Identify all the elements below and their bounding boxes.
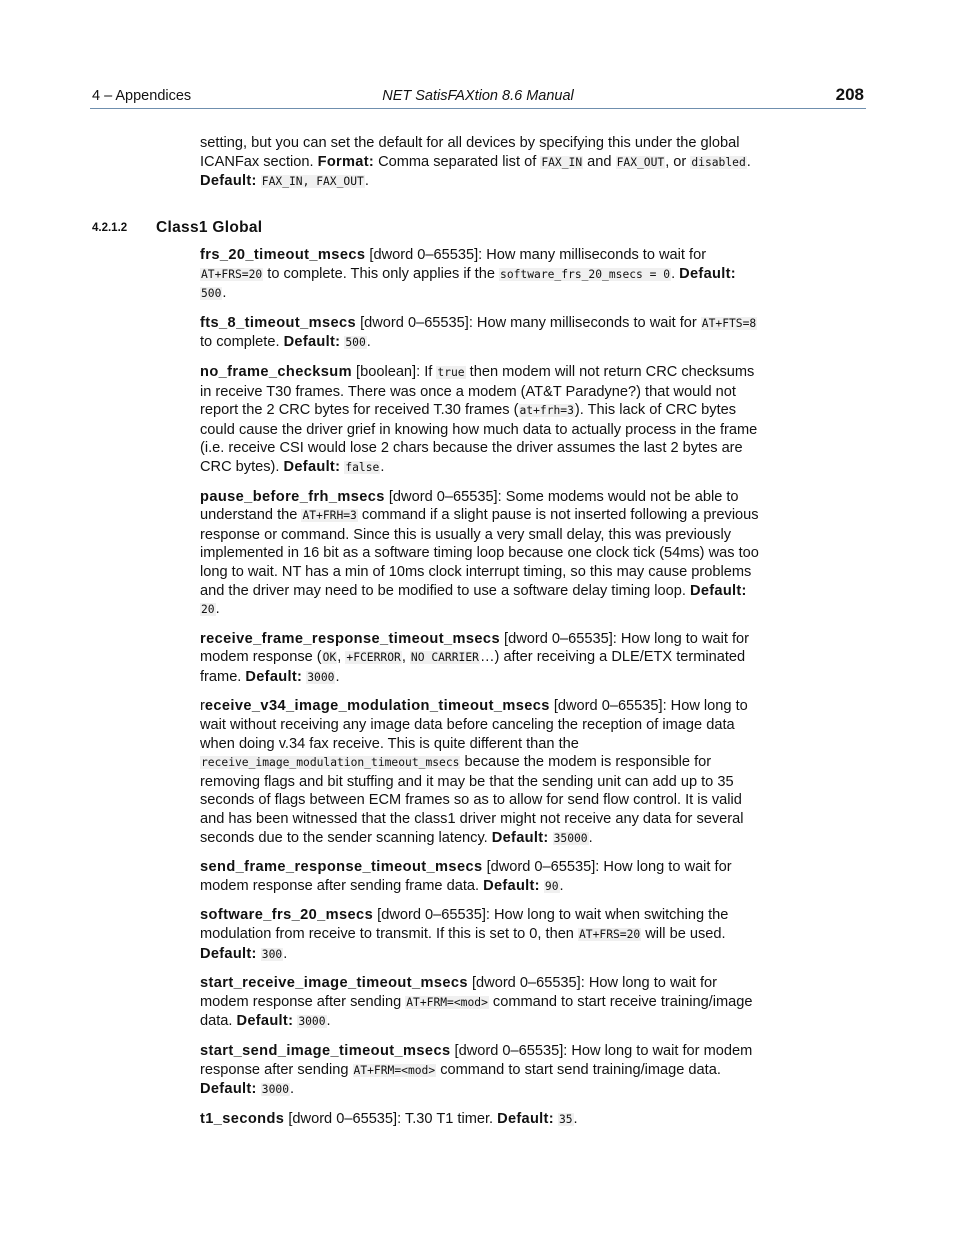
entry-receive-frame-response-timeout-msecs: receive_frame_response_timeout_msecs [dword 0–65535]: How long to wait for modem response (OK, +FCERROR, NO CARRIER…) after receiving a DLE/ETX terminated frame. Default: 3000. — [200, 630, 750, 685]
intro-paragraph: setting, but you can set the default for all devices by specifying this under the global ICANFax section. Format: Comma separated list of FAX_IN and FAX_OUT, or disabled. Default: FAX_IN, FAX_OUT. — [200, 135, 751, 190]
default-label: Default: — [679, 265, 736, 282]
default-value: 35 — [558, 1112, 573, 1126]
entry-frs-20-timeout-msecs: frs_20_timeout_msecs [dword 0–65535]: How many milliseconds to wait for AT+FRS=20 to complete. This only applies if the software_frs_20_msecs = 0. Default: 500. — [200, 247, 736, 302]
entry-term: receive_frame_response_timeout_msecs — [200, 630, 500, 647]
default-label: Default: — [245, 668, 303, 685]
default-value: 500 — [345, 336, 366, 350]
entry-term: eceive_v34_image_modulation_timeout_msecs — [204, 698, 550, 715]
entry-term: fts_8_timeout_msecs — [200, 314, 357, 331]
section-number: 4.2.1.2 — [92, 222, 128, 234]
entry-software-frs-20-msecs: software_frs_20_msecs [dword 0–65535]: How long to wait when switching the modulation from receive to transmit. If this is set to 0, then AT+FRS=20 will be used. Default: 300. — [200, 907, 729, 962]
page-header — [90, 85, 866, 109]
default-label: Default: — [200, 1081, 257, 1098]
entry-term: t1_seconds — [200, 1110, 285, 1127]
entry-send-frame-response-timeout-msecs: send_frame_response_timeout_msecs [dword 0–65535]: How long to wait for modem response after sending frame data. Default: 90. — [200, 859, 732, 894]
default-label: Default: — [283, 458, 341, 475]
default-value: false — [345, 460, 380, 474]
default-label: Default: — [689, 582, 747, 599]
entry-no-frame-checksum: no_frame_checksum [boolean]: If true then modem will not return CRC checksums in receive T30 frames. There was once a modem (AT&T Paradyne?) that would not report the 2 CRC bytes for received T.30 frames (at+frh=3). This lack of CRC bytes could cause the driver grief in knowing how much data to actually process in the frame (i.e. receive CSI would lose 2 chars because the driver assumes the last 2 bytes are CRC bytes). Default: false. — [200, 363, 758, 475]
entry-fts-8-timeout-msecs: fts_8_timeout_msecs [dword 0–65535]: How many milliseconds to wait for AT+FTS=8 to complete. Default: 500. — [200, 314, 757, 351]
default-label: Default: — [236, 1013, 294, 1030]
entry-term: pause_before_frh_msecs — [200, 488, 385, 505]
entry-term: no_frame_checksum — [200, 363, 352, 380]
default-label: Default: — [200, 173, 257, 190]
format-label: Format: — [317, 153, 375, 170]
entry-receive-v34-image-modulation-timeout-msecs: receive_v34_image_modulation_timeout_msecs [dword 0–65535]: How long to wait without receiving any image data before canceling the reception of image data when doing v.34 fax receive. This is quite different than the receive_image_modulation_timeout_msecs because the modem is responsible for removing flags and bit stuffing and it may be that the sending unit can add up to 35 seconds of flags between ECM frames so as to allow for send flow control. It is valid and has been witnessed that the class1 driver might not receive any data for several seconds due to the sender scanning latency. Default: 35000. — [200, 698, 748, 846]
default-value: 20 — [201, 603, 215, 617]
entry-term: start_receive_image_timeout_msecs — [200, 975, 468, 992]
default-value: 3000 — [261, 1083, 290, 1097]
default-label: Default: — [483, 877, 540, 894]
chapter-label: 4 – Appendices — [92, 88, 192, 104]
page-number: 208 — [835, 85, 864, 104]
entry-term: start_send_image_timeout_msecs — [200, 1042, 451, 1059]
manual-title: NET SatisFAXtion 8.6 Manual — [382, 88, 574, 104]
entry-term-prefix: r — [200, 698, 205, 715]
default-label: Default: — [283, 334, 341, 351]
default-value: 500 — [201, 287, 222, 301]
entry-pause-before-frh-msecs: pause_before_frh_msecs [dword 0–65535]: Some modems would not be able to understand the AT+FRH=3 command if a slight pause is not inserted following a previous response or command. Since this is usually a very small delay, this was previously implemented in 16 bit as a software timing loop because one clock tick (54ms) was too long to wait. NT has a min of 10ms clock interrupt timing, so this may cause problems and the driver may need to be modified to use a software delay timing loop. Default: 20. — [200, 488, 759, 618]
code-fax-in: FAX_IN — [541, 155, 583, 169]
default-value: 300 — [261, 947, 283, 961]
section-title: Class1 Global — [156, 219, 263, 236]
entry-term: send_frame_response_timeout_msecs — [200, 859, 483, 876]
section-heading — [92, 219, 692, 237]
entry-term: software_frs_20_msecs — [200, 907, 374, 924]
default-value: 3000 — [307, 670, 335, 684]
default-value: FAX_IN, FAX_OUT — [261, 175, 364, 189]
default-value: 90 — [544, 879, 559, 893]
default-value: 3000 — [298, 1015, 326, 1029]
default-label: Default: — [491, 829, 549, 846]
entry-start-send-image-timeout-msecs: start_send_image_timeout_msecs [dword 0–65535]: How long to wait for modem response after sending AT+FRM=<mod> command to start send training/image data. Default: 3000. — [200, 1042, 753, 1098]
entry-start-receive-image-timeout-msecs: start_receive_image_timeout_msecs [dword 0–65535]: How long to wait for modem response after sending AT+FRM=<mod> command to start receive training/image data. Default: 3000. — [200, 975, 753, 1030]
code-fax-out: FAX_OUT — [616, 155, 665, 169]
code-disabled: disabled — [691, 155, 746, 169]
default-value: 35000 — [553, 831, 588, 845]
entry-term: frs_20_timeout_msecs — [200, 247, 366, 263]
entry-list — [200, 246, 760, 1139]
default-label: Default: — [200, 945, 257, 962]
entry-t1-seconds: t1_seconds [dword 0–65535]: T.30 T1 timer. Default: 35. — [200, 1110, 578, 1127]
default-label: Default: — [497, 1110, 554, 1127]
